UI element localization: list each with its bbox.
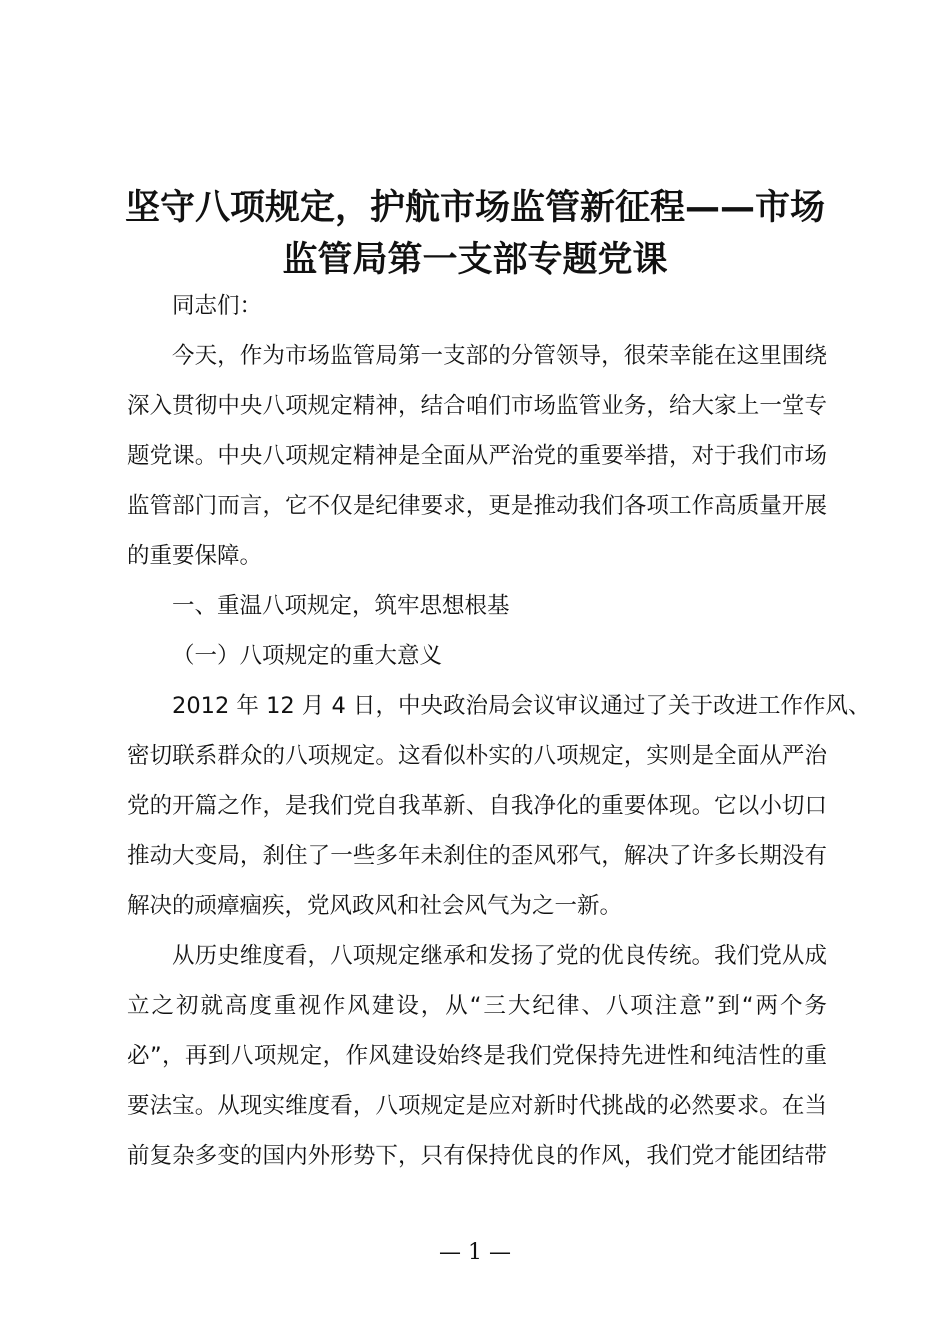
para3-line-1: 从历史维度看，八项规定继承和发扬了党的优良传统。我们党从成 <box>172 943 827 969</box>
document-title-line-2: 监管局第一支部专题党课 <box>282 240 668 280</box>
para3-line-4: 要法宝。从现实维度看，八项规定是应对新时代挑战的必然要求。在当 <box>127 1093 827 1119</box>
para2-line-1: 2012 年 12 月 4 日，中央政治局会议审议通过了关于改进工作作风、 <box>172 693 871 719</box>
page-number: — 1 — <box>439 1240 511 1265</box>
intro-line-2: 深入贯彻中央八项规定精神，结合咱们市场监管业务，给大家上一堂专 <box>127 393 827 419</box>
intro-line-1: 今天，作为市场监管局第一支部的分管领导，很荣幸能在这里围绕 <box>172 343 827 369</box>
salutation: 同志们： <box>172 293 263 319</box>
para2-line-4: 推动大变局，刹住了一些多年未刹住的歪风邪气，解决了许多长期没有 <box>127 843 827 869</box>
intro-line-3: 题党课。中央八项规定精神是全面从严治党的重要举措，对于我们市场 <box>127 443 827 469</box>
intro-line-4: 监管部门而言，它不仅是纪律要求，更是推动我们各项工作高质量开展 <box>127 493 827 519</box>
document-title-line-1: 坚守八项规定，护航市场监管新征程——市场 <box>124 188 825 228</box>
para2-line-5: 解决的顽瘴痼疾，党风政风和社会风气为之一新。 <box>127 893 623 919</box>
para3-line-3: 必”，再到八项规定，作风建设始终是我们党保持先进性和纯洁性的重 <box>127 1043 827 1069</box>
section-heading: 一、重温八项规定，筑牢思想根基 <box>172 593 510 619</box>
intro-line-5: 的重要保障。 <box>127 543 263 569</box>
para2-line-3: 党的开篇之作，是我们党自我革新、自我净化的重要体现。它以小切口 <box>127 793 827 819</box>
subsection-heading: （一）八项规定的重大意义 <box>172 643 443 669</box>
para3-line-2: 立之初就高度重视作风建设，从“三大纪律、八项注意”到“两个务 <box>127 993 827 1019</box>
para2-line-2: 密切联系群众的八项规定。这看似朴实的八项规定，实则是全面从严治 <box>127 743 827 769</box>
para3-line-5: 前复杂多变的国内外形势下，只有保持优良的作风，我们党才能团结带 <box>127 1143 827 1169</box>
